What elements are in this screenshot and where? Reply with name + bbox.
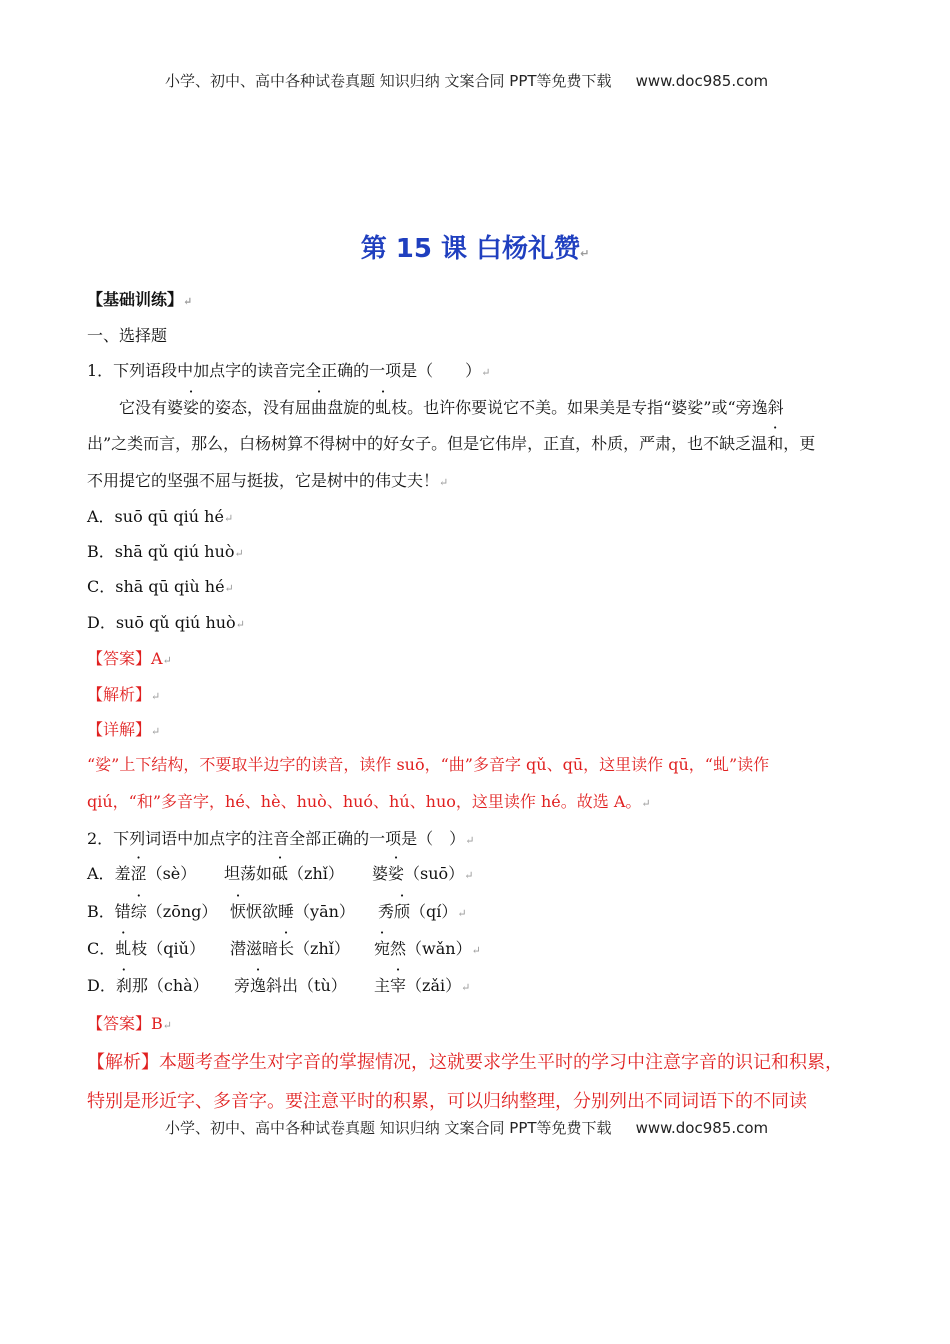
q2-option-d: D．刹那（chà） xyxy=(87,976,209,995)
q2-option-b-word-3: 秀颀（qí）↵ xyxy=(378,902,467,921)
page-header xyxy=(165,70,768,91)
section-heading: 一、选择题 xyxy=(87,326,168,345)
q1-analysis-label: 【解析】↵ xyxy=(87,685,161,704)
dotted-char: 虬 xyxy=(375,398,392,417)
q2-option-a: A．羞涩（sè） xyxy=(87,864,197,883)
q2-option-a-word-2: 坦荡如砥（zhǐ） xyxy=(224,864,344,883)
dotted-char: 娑 xyxy=(183,398,200,417)
q1-passage-line-1: 它没有婆娑的姿态，没有屈曲盘旋的虬枝。也许你要说它不美。如果美是专指“婆娑”或“旁逸斜 xyxy=(119,398,784,417)
header-site: www.doc985.com xyxy=(635,72,769,90)
question-2-stem: 2．下列词语中加点字的注音全部正确的一项是（ ）↵ xyxy=(87,829,475,848)
q1-option-c: C．shā qū qiù hé↵ xyxy=(87,577,234,596)
q1-option-a: A．suō qū qiú hé↵ xyxy=(87,507,234,526)
q1-option-d: D．suō qǔ qiú huò↵ xyxy=(87,613,245,632)
q1-option-b: B．shā qǔ qiú huò↵ xyxy=(87,542,244,561)
dotted-char: 和 xyxy=(767,434,784,453)
q2-option-c-word-2: 潜滋暗长（zhǐ） xyxy=(230,939,350,958)
q2-option-a-word-3: 婆娑（suō）↵ xyxy=(372,864,474,883)
page-footer xyxy=(165,1117,768,1138)
q1-passage-line-2: 出”之类而言，那么，白杨树算不得树中的好女子。但是它伟岸，正直，朴质，严肃，也不缺乏温和，更 xyxy=(87,434,816,453)
q2-analysis-line-2: 特别是形近字、多音字。要注意平时的积累，可以归纳整理，分别列出不同词语下的不同读 xyxy=(87,1091,807,1112)
q2-option-d-word-2: 旁逸斜出（tù） xyxy=(234,976,347,995)
dotted-char: 曲 xyxy=(311,398,328,417)
footer-site: www.doc985.com xyxy=(635,1119,769,1137)
q1-detail-line-1: “娑”上下结构，不要取半边字的读音，读作 suō，“曲”多音字 qǔ、qū，这里读作 qū，“虬”读作 xyxy=(87,755,770,774)
q2-option-b: B．错综（zōng） xyxy=(87,902,218,921)
q2-analysis-line-1: 【解析】本题考查学生对字音的掌握情况，这就要求学生平时的学习中注意字音的识记和积累， xyxy=(87,1052,843,1073)
q1-passage-line-3: 不用提它的坚强不屈与挺拔，它是树中的伟丈夫！↵ xyxy=(87,471,449,490)
q2-analysis-label: 【解析】 xyxy=(87,1052,159,1073)
footer-text: 小学、初中、高中各种试卷真题 知识归纳 文案合同 PPT等免费下载 xyxy=(165,1119,612,1137)
q2-option-d-word-3: 主宰（zǎi）↵ xyxy=(374,976,471,995)
question-1-stem: 1．下列语段中加点字的读音完全正确的一项是（ ）↵ xyxy=(87,361,491,380)
q2-answer: 【答案】B↵ xyxy=(87,1014,172,1033)
q2-option-b-word-2: 恹恹欲睡（yān） xyxy=(230,902,355,921)
q1-detail-line-2: qiú，“和”多音字，hé、hè、huò、huó、hú、huo，这里读作 hé。故选 A。↵ xyxy=(87,792,651,811)
section-label: 【基础训练】↵ xyxy=(87,290,193,309)
q1-detail-label: 【详解】↵ xyxy=(87,720,161,739)
q2-option-c-word-3: 宛然（wǎn）↵ xyxy=(374,939,481,958)
page-title: 第 15 课 白杨礼赞↵ xyxy=(360,234,590,264)
q2-option-c: C．虬枝（qiǔ） xyxy=(87,939,205,958)
header-text: 小学、初中、高中各种试卷真题 知识归纳 文案合同 PPT等免费下载 xyxy=(165,72,612,90)
q1-answer: 【答案】A↵ xyxy=(87,649,172,668)
